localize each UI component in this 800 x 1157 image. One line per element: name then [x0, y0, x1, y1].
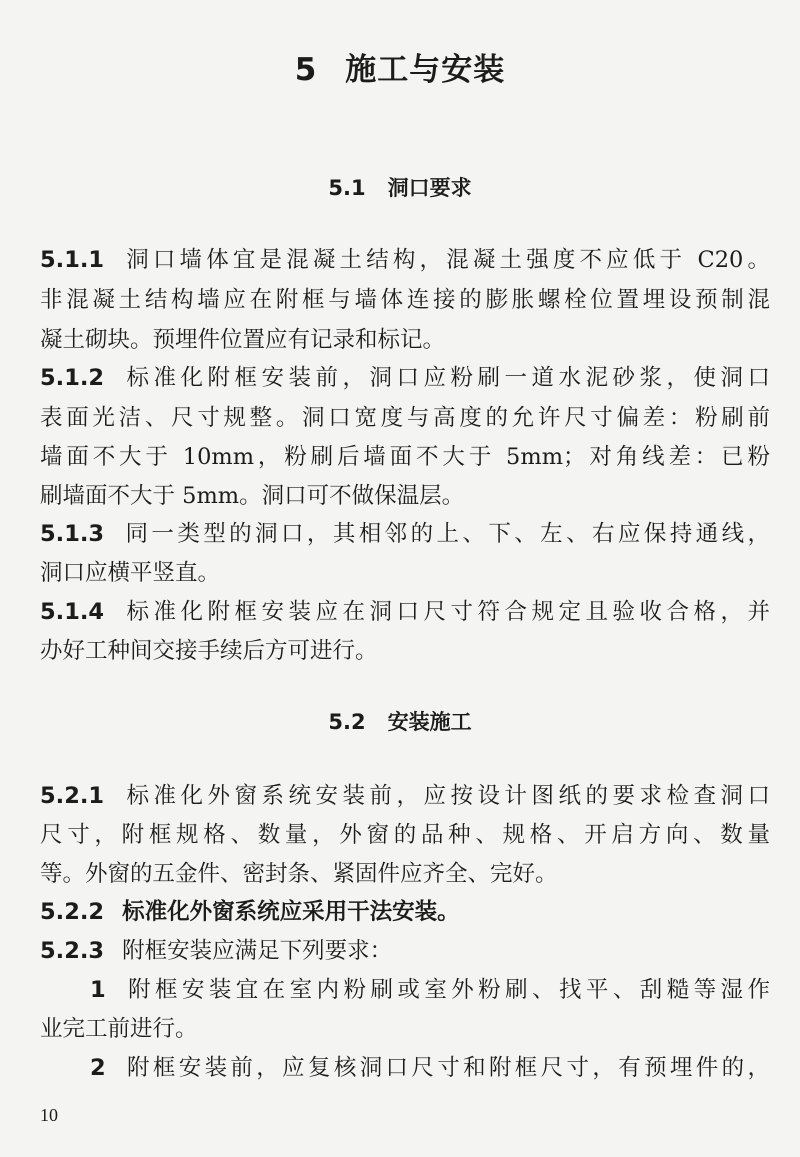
clause-5-2-1-line-2: 尺寸，附框规格、数量，外窗的品种、规格、开启方向、数量	[40, 822, 770, 848]
clause-number: 5.2.2	[40, 899, 105, 925]
clause-5-1-1-line-1: 5.1.1 洞口墙体宜是混凝土结构，混凝土强度不应低于 C20。	[40, 247, 770, 273]
page-number: 10	[40, 1105, 58, 1125]
clause-number: 5.1.2	[40, 365, 105, 391]
clause-5-2-2-line-1: 5.2.2 标准化外窗系统应采用干法安装。	[40, 899, 460, 925]
chapter-title	[0, 44, 800, 89]
clause-5-1-2-line-2: 表面光洁、尺寸规整。洞口宽度与高度的允许尺寸偏差：粉刷前	[40, 405, 770, 431]
clause-5-2-3-line-1: 5.2.3 附框安装应满足下列要求：	[40, 938, 393, 964]
item-1-line-1: 1 附框安装宜在室内粉刷或室外粉刷、找平、刮糙等湿作	[90, 977, 770, 1003]
clause-5-1-3-line-2: 洞口应横平竖直。	[40, 560, 221, 586]
item-number: 1	[90, 977, 106, 1003]
item-2-line-1: 2 附框安装前，应复核洞口尺寸和附框尺寸，有预埋件的，	[90, 1055, 770, 1081]
clause-number: 5.2.3	[40, 938, 105, 964]
chapter-title-text: 施工与安装	[345, 52, 506, 88]
clause-5-1-2-line-3: 墙面不大于 10mm，粉刷后墙面不大于 5mm；对角线差：已粉	[40, 444, 770, 470]
clause-5-1-3-line-1: 5.1.3 同一类型的洞口，其相邻的上、下、左、右应保持通线，	[40, 521, 770, 547]
item-1-line-2: 业完工前进行。	[40, 1016, 198, 1042]
clause-5-2-1-line-3: 等。外窗的五金件、密封条、紧固件应齐全、完好。	[40, 861, 558, 887]
clause-5-1-4-line-1: 5.1.4 标准化附框安装应在洞口尺寸符合规定且验收合格，并	[40, 599, 770, 625]
clause-number: 5.1.1	[40, 247, 105, 273]
chapter-number: 5	[294, 52, 318, 88]
clause-5-1-1-line-3: 凝土砌块。预埋件位置应有记录和标记。	[40, 327, 446, 353]
clause-5-1-2-line-1: 5.1.2 标准化附框安装前，洞口应粉刷一道水泥砂浆，使洞口	[40, 365, 770, 391]
clause-5-2-1-line-1: 5.2.1 标准化外窗系统安装前，应按设计图纸的要求检查洞口	[40, 783, 770, 809]
clause-number: 5.1.3	[40, 521, 105, 547]
clause-number: 5.1.4	[40, 599, 105, 625]
section-title-5-2: 5.2 安装施工	[328, 710, 472, 734]
clause-5-1-4-line-2: 办好工种间交接手续后方可进行。	[40, 638, 378, 664]
clause-number: 5.2.1	[40, 783, 105, 809]
item-number: 2	[90, 1055, 106, 1081]
section-title-5-1: 5.1 洞口要求	[328, 176, 472, 200]
clause-5-1-2-line-4: 刷墙面不大于 5mm。洞口可不做保温层。	[40, 483, 465, 509]
clause-5-1-1-line-2: 非混凝土结构墙应在附框与墙体连接的膨胀螺栓位置埋设预制混	[40, 287, 770, 313]
